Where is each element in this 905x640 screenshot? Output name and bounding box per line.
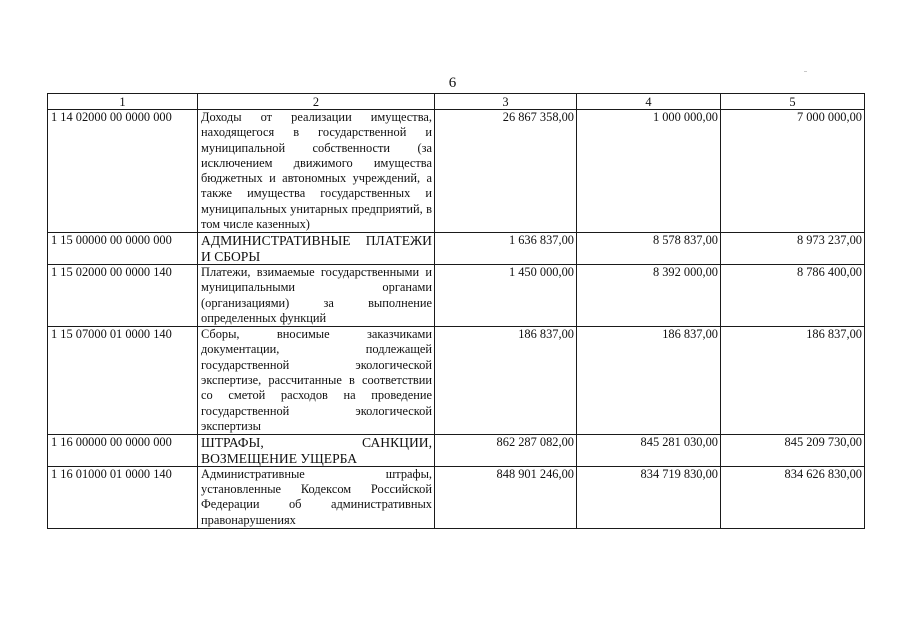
row-name: Доходы от реализации имущества, находящегося в государственной и муниципальной собственности (за исключением движимого имущества бюджетных и автономных учреждений, а также имущества государственных и муниципальных унитарных предприятий, в том числе казенных) (198, 110, 435, 233)
table-row (48, 264, 865, 326)
row-amount-col4: 845 281 030,00 (577, 435, 721, 467)
row-code: 1 16 00000 00 0000 000 (48, 435, 198, 467)
row-amount-col4: 1 000 000,00 (577, 110, 721, 233)
row-amount-col3: 26 867 358,00 (435, 110, 577, 233)
row-name: Административные штрафы, установленные Кодексом Российской Федерации об административных правонарушениях (198, 466, 435, 528)
row-amount-col3: 862 287 082,00 (435, 435, 577, 467)
scan-speck (804, 71, 807, 72)
row-name: АДМИНИСТРАТИВНЫЕ ПЛАТЕЖИ И СБОРЫ (198, 233, 435, 265)
header-col-1: 1 (48, 94, 198, 110)
row-code: 1 14 02000 00 0000 000 (48, 110, 198, 233)
row-code: 1 15 00000 00 0000 000 (48, 233, 198, 265)
row-amount-col5: 845 209 730,00 (721, 435, 865, 467)
row-amount-col4: 8 578 837,00 (577, 233, 721, 265)
row-amount-col5: 8 973 237,00 (721, 233, 865, 265)
table-row (48, 435, 865, 467)
row-amount-col3: 1 450 000,00 (435, 264, 577, 326)
row-amount-col3: 848 901 246,00 (435, 466, 577, 528)
row-name: Платежи, взимаемые государственными и муниципальными органами (организациями) за выполнение определенных функций (198, 264, 435, 326)
table-row (48, 466, 865, 528)
header-col-5: 5 (721, 94, 865, 110)
row-amount-col5: 7 000 000,00 (721, 110, 865, 233)
header-col-2: 2 (198, 94, 435, 110)
row-code: 1 16 01000 01 0000 140 (48, 466, 198, 528)
row-amount-col5: 834 626 830,00 (721, 466, 865, 528)
row-amount-col4: 834 719 830,00 (577, 466, 721, 528)
row-name: ШТРАФЫ, САНКЦИИ, ВОЗМЕЩЕНИЕ УЩЕРБА (198, 435, 435, 467)
page-number: 6 (448, 75, 457, 91)
row-code: 1 15 02000 00 0000 140 (48, 264, 198, 326)
table-row (48, 233, 865, 265)
header-col-3: 3 (435, 94, 577, 110)
row-name: Сборы, вносимые заказчиками документации, подлежащей государственной экологической экспертизе, рассчитанные в соответствии со сметой расходов на проведение государственной экологической экспертизы (198, 327, 435, 435)
row-amount-col4: 8 392 000,00 (577, 264, 721, 326)
header-row (48, 94, 865, 110)
row-code: 1 15 07000 01 0000 140 (48, 327, 198, 435)
budget-revenue-table (47, 93, 865, 529)
row-amount-col5: 8 786 400,00 (721, 264, 865, 326)
row-amount-col5: 186 837,00 (721, 327, 865, 435)
row-amount-col3: 186 837,00 (435, 327, 577, 435)
table-row (48, 110, 865, 233)
table-row (48, 327, 865, 435)
row-amount-col3: 1 636 837,00 (435, 233, 577, 265)
header-col-4: 4 (577, 94, 721, 110)
row-amount-col4: 186 837,00 (577, 327, 721, 435)
